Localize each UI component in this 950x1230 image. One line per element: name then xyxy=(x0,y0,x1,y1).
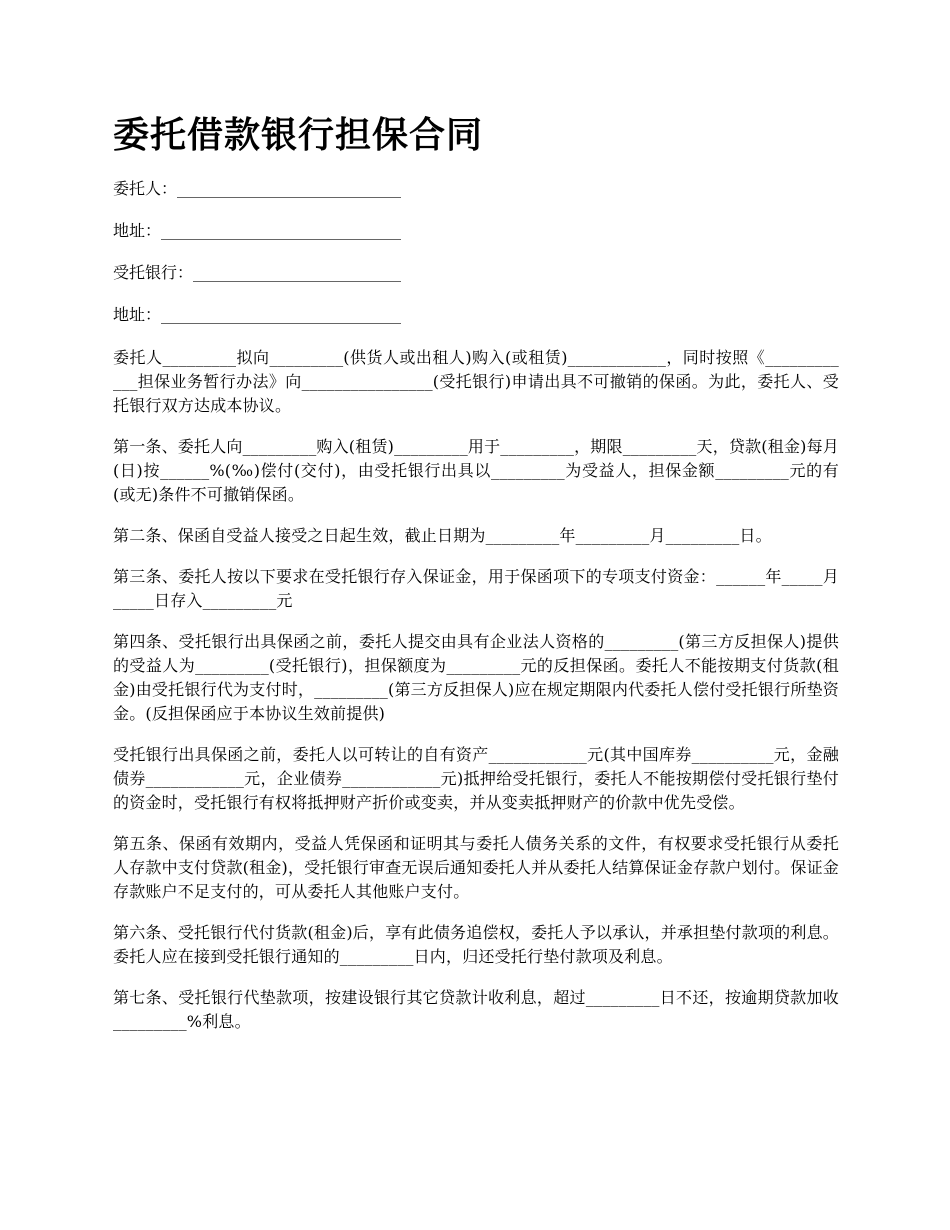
article-2-paragraph: 第二条、保函自受益人接受之日起生效，截止日期为_________年_________月_________日。 xyxy=(113,526,772,545)
client-address-field: 地址：______________________________ xyxy=(113,221,402,240)
contract-page xyxy=(113,112,839,1051)
article-4-paragraph: 第四条、受托银行出具保函之前，委托人提交由具有企业法人资格的_________(第三方反担保人)提供的受益人为_________(受托银行)，担保额度为_________元的反担保函。委托人不能按期支付货款(租金)由受托银行代为支付时，_________(第三方反担保人)应在规定期限内代委托人偿付受托银行所垫资金。(反担保函应于本协议生效前提供) xyxy=(113,632,839,723)
article-3-paragraph: 第三条、委托人按以下要求在受托银行存入保证金，用于保函项下的专项支付资金：______年_____月_____日存入_________元 xyxy=(113,567,839,610)
preamble-paragraph: 委托人_________拟向_________(供货人或出租人)购入(或租赁)____________，同时按照《____________担保业务暂行办法》向________________(受托银行)申请出具不可撤销的保函。为此，委托人、受托银行双方达成本协议。 xyxy=(113,348,839,415)
article-5-paragraph: 第五条、保函有效期内，受益人凭保函和证明其与委托人债务关系的文件，有权要求受托银行从委托人存款中支付贷款(租金)，受托银行审查无误后通知委托人并从委托人结算保证金存款户划付。保证金存款账户不足支付的，可从委托人其他账户支付。 xyxy=(113,834,839,901)
client-field: 委托人：____________________________ xyxy=(113,179,402,198)
document-title: 委托借款银行担保合同 xyxy=(113,115,484,156)
bank-address-field: 地址：______________________________ xyxy=(113,305,402,324)
article-6-paragraph: 第六条、受托银行代付货款(租金)后，享有此债务追偿权，委托人予以承认，并承担垫付款项的利息。委托人应在接到受托银行通知的_________日内，归还受托行垫付款项及利息。 xyxy=(113,923,839,966)
bank-field: 受托银行：__________________________ xyxy=(113,263,402,282)
article-1-paragraph: 第一条、委托人向_________购入(租赁)_________用于_________，期限_________天，贷款(租金)每月(日)按______%(‰)偿付(交付)，由受托银行出具以_________为受益人，担保金额_________元的有(或无)条件不可撤销保函。 xyxy=(113,437,839,504)
article-7-paragraph: 第七条、受托银行代垫款项，按建设银行其它贷款计收利息，超过_________日不还，按逾期贷款加收_________%利息。 xyxy=(113,988,839,1031)
mortgage-paragraph: 受托银行出具保函之前，委托人以可转让的自有资产____________元(其中国库券__________元，金融债券____________元，企业债券____________元)抵押给受托银行，委托人不能按期偿付受托银行垫付的资金时，受托银行有权将抵押财产折价或变卖，并从变卖抵押财产的价款中优先受偿。 xyxy=(113,745,839,812)
